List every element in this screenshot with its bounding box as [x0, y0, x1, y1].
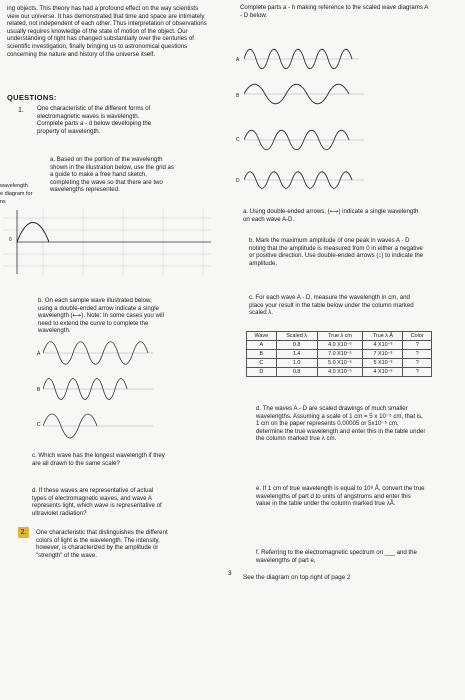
question-1-number: 1. — [18, 107, 24, 114]
table-cell: 0.8 — [276, 368, 317, 377]
table-header-true-angstrom: True λ Å — [363, 332, 403, 341]
table-cell: 5.0 X10⁻⁵ — [317, 359, 363, 368]
page-number: 3 — [228, 570, 232, 577]
right-question-e-text: e. If 1 cm of true wavelength is equal to 10⁸ Å, convert the true wavelengths of part d to units of angstroms and enter this value in the table under the column marked true λÅ. — [256, 485, 425, 508]
table-header-scaled: Scaled λ — [276, 332, 317, 341]
table-row — [247, 368, 432, 377]
table-cell: ? — [403, 368, 432, 377]
side-label-ns: ns — [0, 199, 6, 205]
left-wave-b — [43, 375, 153, 403]
side-label-diagram: e diagram for — [0, 191, 33, 197]
table-cell: ? — [403, 359, 432, 368]
question-2-text: One characteristic that distinguishes the different colors of light is the wavelength. The intensity, however, is characterized by the amplitude or "strength" of the wave. — [36, 529, 168, 559]
table-cell: ? — [403, 341, 432, 350]
handwritten-note: See the diagram on top right of page 2 — [243, 574, 351, 581]
table-cell: B — [247, 350, 277, 359]
right-question-d-text: d. The waves A - D are scaled drawings of much smaller wavelengths. Assuming a scale of 1 cm = 5 x 10⁻⁵ cm, that is, 1 cm on the paper represents 0.00005 or 5x10⁻⁵ cm, determine the true wavelength and enter this in the table under the column marked true λ cm. — [256, 405, 426, 443]
right-wave-a — [244, 47, 359, 71]
table-cell: 1.4 — [276, 350, 317, 359]
table-cell: 4 X10⁻³ — [363, 368, 403, 377]
question-1-text: One characteristic of the different forms of electromagnetic waves is wavelength. Complete parts a - d below developing the property of wavelength. — [37, 105, 152, 135]
sketch-grid — [3, 208, 211, 276]
left-wave-label-a: A — [37, 351, 41, 357]
right-wave-label-b: B — [236, 93, 240, 99]
table-cell: 7 X10⁻³ — [363, 350, 403, 359]
right-wave-c — [244, 126, 364, 154]
table-cell: 7.0 X10⁻⁵ — [317, 350, 363, 359]
table-cell: 0.8 — [276, 341, 317, 350]
table-cell: 4 X10⁻³ — [363, 341, 403, 350]
table-header-color: Color — [403, 332, 432, 341]
intro-paragraph: ing objects. This theory has had a profound effect on the way scientists view our universe. It has demonstrated that time and space are intimately related, not independent of each other. Thus interpretation of observations usually requires knowledge of the state of motion of the object. Our understanding of light has changed substantially over the centuries of scientific investigation, finally bringing us to astronomical questions concerning the nature and history of the universe itself. — [7, 5, 207, 58]
table-row — [247, 341, 432, 350]
question-2-marker: 2. — [18, 527, 29, 538]
table-cell: 1.0 — [276, 359, 317, 368]
left-wave-label-c: C — [37, 422, 41, 428]
table-cell: 5 X10⁻³ — [363, 359, 403, 368]
right-wave-label-c: C — [236, 137, 240, 143]
table-row — [247, 350, 432, 359]
table-cell: A — [247, 341, 277, 350]
table-cell: 4.0 X10⁻⁵ — [317, 368, 363, 377]
table-header-wave: Wave — [247, 332, 277, 341]
grid-axis-zero: 0 — [9, 237, 12, 243]
wavelength-table — [246, 331, 432, 377]
right-wave-label-d: D — [236, 178, 240, 184]
left-wave-c — [43, 408, 153, 444]
left-wave-label-b: B — [37, 387, 41, 393]
table-header-row — [247, 332, 432, 341]
right-wave-label-a: A — [236, 57, 240, 63]
right-wave-b — [244, 82, 364, 106]
right-question-a-text: a. Using double-ended arrows, (⟷) indicate a single wavelength on each wave A-D. — [243, 208, 419, 223]
table-header-true-cm: True λ cm — [317, 332, 363, 341]
right-question-f-text: f. Referring to the electromagnetic spectrum on ___ and the wavelengths of part e, — [256, 549, 417, 564]
question-1b-text: b. On each sample wave illustrated below, using a double-ended arrow indicate a single wavelength (⟷). Note: In some cases you will need to extend the curve to complete the wavelength. — [38, 297, 164, 335]
side-label-wavelength: wavelength — [0, 183, 28, 189]
table-cell: D — [247, 368, 277, 377]
table-cell: ? — [403, 350, 432, 359]
question-1c-text: c. Which wave has the longest wavelength if they are all drawn to the same scale? — [32, 452, 165, 467]
table-cell: C — [247, 359, 277, 368]
right-intro: Complete parts a - h making reference to the scaled wave diagrams A - D below. — [240, 4, 428, 19]
question-1d-text: d. If these waves are representative of actual types of electromagnetic waves, and wave A represents light, which wave is representative of ultraviolet radiation? — [32, 487, 162, 517]
table-row — [247, 359, 432, 368]
right-wave-d — [244, 168, 364, 192]
question-1a-text: a. Based on the portion of the wavelength shown in the illustration below, use the grid as a guide to make a free hand sketch, completing the wave so that there are two wavelengths represented. — [50, 156, 174, 194]
right-question-c-text: c. For each wave A - D, measure the wavelength in cm, and place your result in the table below under the column marked scaled λ. — [249, 294, 414, 317]
questions-heading: QUESTIONS: — [7, 93, 57, 102]
left-wave-a — [43, 340, 153, 366]
right-question-b-text: b. Mark the maximum amplitude of one peak in waves A - D noting that the amplitude is measured from 0 in either a negative or positive direction. Use double-ended arrows (↕) to indicate the amplitude. — [249, 237, 424, 267]
table-cell: 4.0 X10⁻⁵ — [317, 341, 363, 350]
